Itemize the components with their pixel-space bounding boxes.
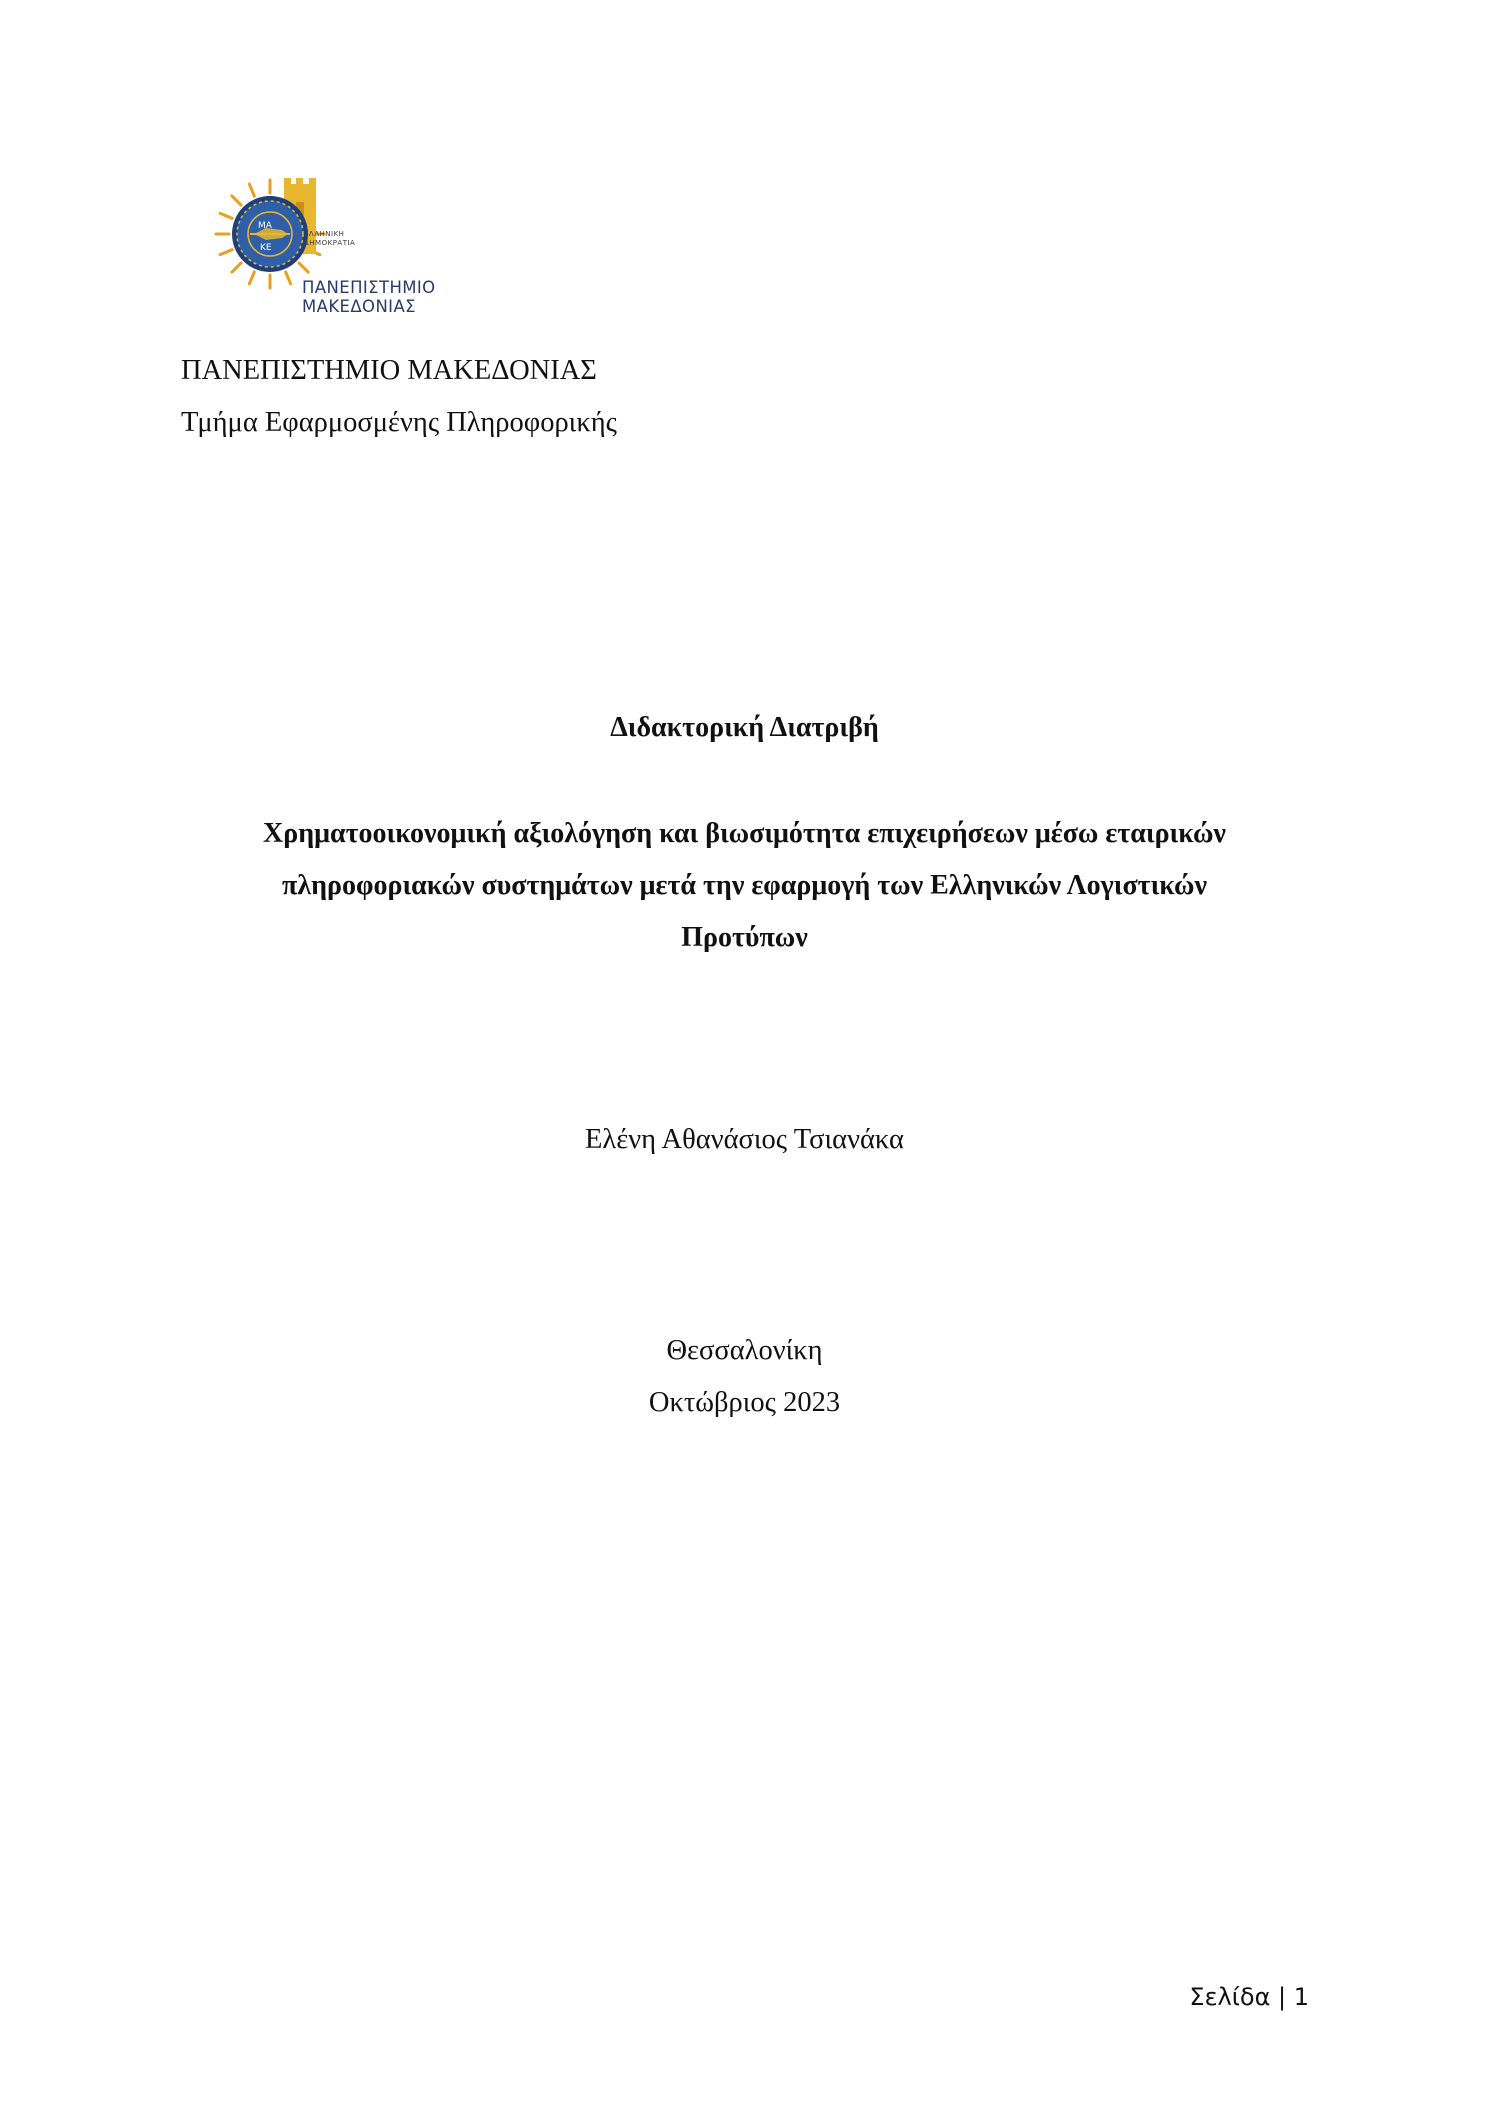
author-name: Ελένη Αθανάσιος Τσιανάκα: [585, 1124, 904, 1155]
page-number: Σελίδα | 1: [1189, 1983, 1309, 2011]
document-type: Διδακτορική Διατριβή: [610, 712, 879, 743]
sun-ray: [286, 272, 291, 284]
department-name: Τμήμα Εφαρμοσμένης Πληροφορικής: [181, 407, 617, 438]
thesis-title: [180, 808, 1309, 964]
city: Θεσσαλονίκη: [666, 1335, 823, 1366]
university-name: ΠΑΝΕΠΙΣΤΗΜΙΟ ΜΑΚΕΔΟΝΙΑΣ: [181, 355, 597, 386]
sun-ray: [232, 196, 241, 205]
sun-ray: [220, 213, 232, 218]
university-logo: [212, 172, 462, 322]
date: Οκτώβριος 2023: [648, 1387, 841, 1418]
thesis-title-line: πληροφοριακών συστημάτων μετά την εφαρμογή των Ελληνικών Λογιστικών: [282, 870, 1207, 901]
sun-ray: [299, 263, 308, 272]
sun-ray: [249, 184, 254, 196]
sun-ray: [220, 250, 232, 255]
institution-header: [181, 345, 617, 449]
sun-ray: [249, 272, 254, 284]
svg-text:ΚΕ: ΚΕ: [260, 243, 272, 253]
thesis-title-line: Χρηματοοικονομική αξιολόγηση και βιωσιμότητα επιχειρήσεων μέσω εταιρικών: [263, 818, 1226, 849]
svg-text:ΜΑ: ΜΑ: [258, 221, 272, 231]
sun-ray: [232, 263, 241, 272]
place-and-date: [0, 1325, 1489, 1429]
thesis-title-line: Προτύπων: [681, 922, 808, 953]
logo-wordmark: ΠΑΝΕΠΙΣΤΗΜΙΟ ΜΑΚΕΔΟΝΙΑΣ: [302, 278, 436, 316]
logo-tagline: ΕΛΛΗΝΙΚΗ ΔΗΜΟΚΡΑΤΙΑ: [304, 230, 356, 247]
